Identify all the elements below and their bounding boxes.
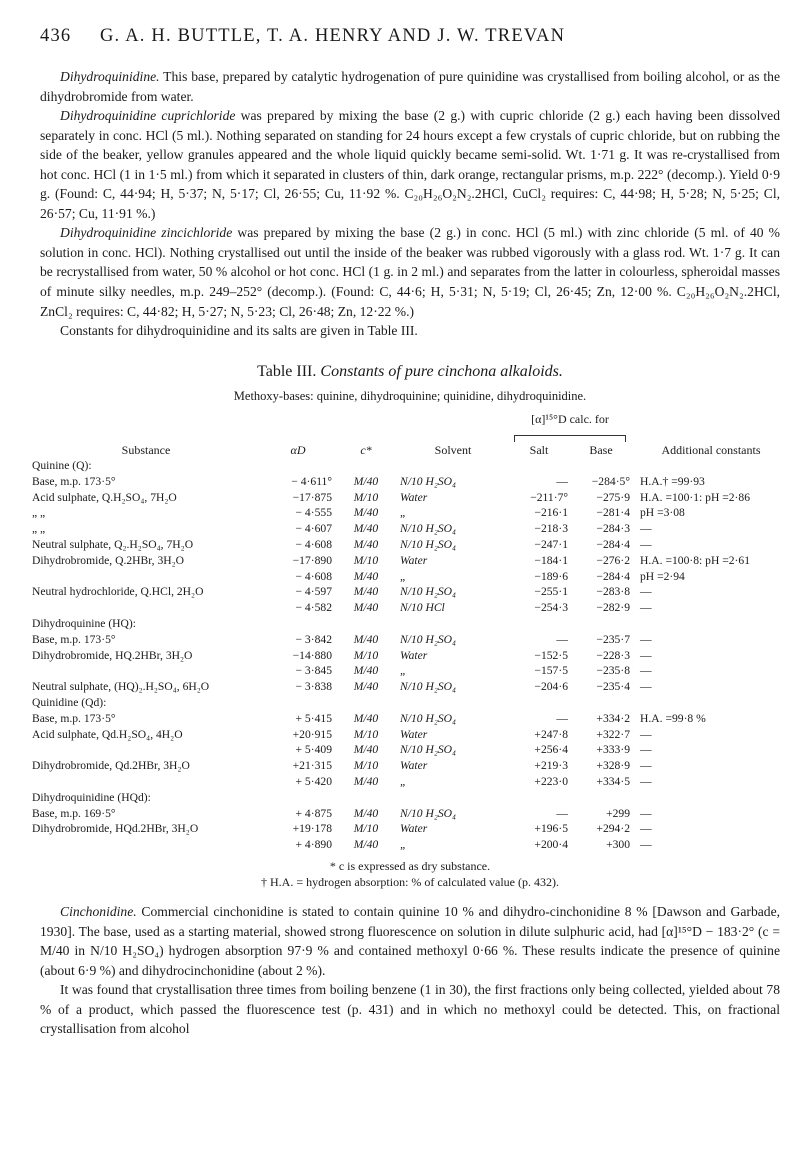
cell-a: + 4·875 bbox=[295, 806, 332, 820]
paragraph bbox=[40, 106, 780, 223]
paragraph-text: was prepared by mixing the base (2 g.) with cupric chloride (2 g.) each having been dissolved separately in conc. HCl (5 ml.). Nothing separated on standing for 24 hours except a few crystals of cupric chloride, but on rubbing the side of the beaker, yellow granules appeared and the whole liquid quickly became semi-solid. Wt. 1·71 g. It was re-crystallised from hot conc. HCl (1 in 1·5 ml.) from which it separated in clusters of thin, dark orange, rectangular prisms, m.p. 222° (decomp.). Yield 0·9 g. (Found: C, 44·94; H, 5·37; N, 5·17; Cl, 26·55; Cu, 11·92 %. C₂₀H₂₆O₂N₂.2HCl, CuCl₂ requires: C, 44·98; H, 5·28; N, 5·25; Cl, 26·57; Cu, 11·91 %.) bbox=[40, 108, 780, 221]
table-title-prefix: Table III. bbox=[257, 362, 317, 380]
table-row bbox=[30, 822, 790, 838]
cell-s: Dihydrobromide, Qd.2HBr, 3H₂O bbox=[32, 759, 190, 773]
cell-c: M/40 bbox=[353, 838, 379, 852]
column-header: Additional constants bbox=[661, 443, 761, 458]
cell-salt: — bbox=[556, 711, 568, 725]
cell-sv: „ bbox=[400, 838, 407, 852]
cell-base: +294·2 bbox=[596, 822, 630, 836]
cell-a: − 4·582 bbox=[295, 601, 332, 615]
column-header: Base bbox=[589, 443, 613, 458]
cell-add: — bbox=[640, 680, 652, 694]
cell-s bbox=[30, 601, 262, 617]
table-row bbox=[30, 664, 790, 680]
cell-base: −235·7 bbox=[596, 632, 630, 646]
cell-base: −283·8 bbox=[596, 585, 630, 599]
table-row bbox=[30, 491, 790, 507]
table-row bbox=[30, 506, 790, 522]
paragraph-lead: Dihydroquinidine cuprichloride bbox=[60, 108, 236, 124]
paragraph-text: was prepared by mixing the base (2 g.) in conc. HCl (5 ml.) with zinc chloride (5 ml. of 40 % solution in conc. HCl). Nothing crystallised out until the inside of the beaker was rubbed vigorously with a glass rod. Wt. 1·7 g. It can be recrystallised from water, 50 % alcohol or hot conc. HCl (1 g. in 2 ml.) and separates from the latter in colourless, spheroidal masses of minute silky needles, m.p. 249–252° (decomp.). (Found: C, 44·6; H, 5·31; N, 5·19; Cl, 26·45; Zn, 12·00 %. C₂₀H₂₆O₂N₂.2HCl, ZnCl₂ requires: C, 44·82; H, 5·27; N, 5·23; Cl, 26·48; Zn, 12·22 %.) bbox=[40, 225, 781, 319]
table-row bbox=[30, 585, 790, 601]
cell-c: M/10 bbox=[353, 553, 379, 567]
cell-s bbox=[30, 775, 262, 791]
paragraph bbox=[40, 902, 780, 980]
cell-base: −275·9 bbox=[596, 490, 630, 504]
cell-sv: N/10 H₂SO₄ bbox=[400, 632, 457, 646]
header-brace bbox=[514, 435, 626, 442]
cell-base: −284·5° bbox=[591, 474, 630, 488]
cell-a: − 4·611° bbox=[291, 474, 332, 488]
cell-add: — bbox=[640, 632, 652, 646]
cell-base: −284·3 bbox=[596, 522, 630, 536]
cell-sv: „ bbox=[400, 664, 407, 678]
paragraph-text: This base, prepared by catalytic hydrogenation of pure quinidine was crystallised from boiling alcohol, or as the dihydrobromide from water. bbox=[40, 69, 780, 104]
cell-a: − 3·838 bbox=[295, 680, 332, 694]
cell-a: − 4·608 bbox=[295, 569, 332, 583]
table-header-calc-row bbox=[30, 412, 790, 428]
table-row bbox=[30, 759, 790, 775]
cell-base: +328·9 bbox=[596, 759, 630, 773]
cell-a: −17·890 bbox=[292, 553, 332, 567]
cell-s: „ „ bbox=[32, 522, 46, 536]
cell-s: Neutral sulphate, (HQ)₂.H₂SO₄, 6H₂O bbox=[32, 680, 210, 694]
cell-add: — bbox=[640, 743, 652, 757]
cell-salt: +196·5 bbox=[534, 822, 568, 836]
cell-c: M/40 bbox=[353, 806, 379, 820]
cell-sv: N/10 H₂SO₄ bbox=[400, 585, 457, 599]
cell-add: — bbox=[640, 774, 652, 788]
page-number: 436 bbox=[40, 26, 72, 46]
cell-add: — bbox=[640, 522, 652, 536]
page bbox=[32, 26, 781, 1039]
cell-base: +300 bbox=[606, 838, 630, 852]
cell-a: + 5·409 bbox=[295, 743, 332, 757]
cell-base: −276·2 bbox=[596, 553, 630, 567]
cell-salt: — bbox=[556, 632, 568, 646]
column-header: Salt bbox=[529, 443, 549, 458]
cell-sv: N/10 HCl bbox=[400, 601, 445, 615]
cell-salt: −204·6 bbox=[534, 680, 568, 694]
cell-a: + 5·420 bbox=[295, 774, 332, 788]
column-header: Solvent bbox=[434, 443, 472, 458]
running-header-authors: G. A. H. BUTTLE, T. A. HENRY AND J. W. TREVAN bbox=[100, 26, 566, 46]
table-group-heading bbox=[30, 696, 790, 712]
group-label: Dihydroquinine (HQ): bbox=[32, 617, 137, 631]
cell-c: M/40 bbox=[353, 522, 379, 536]
cell-a: − 4·597 bbox=[295, 585, 332, 599]
cell-salt: +256·4 bbox=[534, 743, 568, 757]
cell-s: Neutral sulphate, Q₂.H₂SO₄, 7H₂O bbox=[32, 538, 194, 552]
cell-c: M/10 bbox=[353, 490, 379, 504]
table-footnotes bbox=[40, 858, 780, 890]
cell-c: M/40 bbox=[353, 774, 379, 788]
calc-for-header: [α]¹⁵°D calc. for bbox=[531, 411, 609, 426]
cell-c: M/40 bbox=[353, 506, 379, 520]
cell-a: + 5·415 bbox=[295, 711, 332, 725]
cell-c: M/40 bbox=[353, 664, 379, 678]
table-group-heading bbox=[30, 459, 790, 475]
cell-salt: −216·1 bbox=[534, 506, 568, 520]
cell-c: M/40 bbox=[353, 632, 379, 646]
paragraph bbox=[40, 321, 780, 341]
paragraph bbox=[40, 67, 780, 106]
footnote-ha: † H.A. = hydrogen absorption: % of calculated value (p. 432). bbox=[260, 874, 560, 889]
cell-add: pH =3·08 bbox=[640, 506, 685, 520]
table-title bbox=[40, 363, 780, 381]
cell-add: — bbox=[640, 822, 652, 836]
cell-s: Base, m.p. 169·5° bbox=[32, 806, 116, 820]
cell-base: −228·3 bbox=[596, 648, 630, 662]
cell-c: M/40 bbox=[353, 743, 379, 757]
cell-base: +322·7 bbox=[596, 727, 630, 741]
group-label: Dihydroquinidine (HQd): bbox=[32, 790, 151, 804]
cell-a: −14·880 bbox=[292, 648, 332, 662]
cell-s: Acid sulphate, Qd.H₂SO₄, 4H₂O bbox=[32, 727, 183, 741]
cell-sv: N/10 H₂SO₄ bbox=[400, 806, 457, 820]
table-group-heading bbox=[30, 791, 790, 807]
cell-salt: −218·3 bbox=[534, 522, 568, 536]
cell-add: — bbox=[640, 727, 652, 741]
table-row bbox=[30, 775, 790, 791]
cell-c: M/10 bbox=[353, 648, 379, 662]
cell-a: + 4·890 bbox=[295, 838, 332, 852]
cell-s: Base, m.p. 173·5° bbox=[32, 632, 116, 646]
cell-c: M/40 bbox=[353, 680, 379, 694]
cell-sv: Water bbox=[400, 727, 428, 741]
cell-salt: −247·1 bbox=[534, 538, 568, 552]
table-row bbox=[30, 807, 790, 823]
table-group-heading bbox=[30, 617, 790, 633]
cell-salt: −157·5 bbox=[534, 664, 568, 678]
cell-c: M/40 bbox=[353, 474, 379, 488]
group-label: Quinidine (Qd): bbox=[32, 696, 107, 709]
table-row bbox=[30, 649, 790, 665]
paragraph bbox=[40, 223, 780, 321]
cell-a: −17·875 bbox=[292, 490, 332, 504]
cell-add: pH =2·94 bbox=[640, 569, 685, 583]
cell-sv: N/10 H₂SO₄ bbox=[400, 680, 457, 694]
cell-salt: −211·7° bbox=[530, 490, 568, 504]
cell-sv: Water bbox=[400, 490, 428, 504]
paragraph-text: It was found that crystallisation three times from boiling benzene (1 in 30), the first fractions only being collected, yielded about 78 % of a product, which passed the fluorescence test (p. 431) and in which no methoxyl could be detected. This, on fractional crystallisation from alcohol bbox=[40, 982, 780, 1037]
cell-sv: N/10 H₂SO₄ bbox=[400, 522, 457, 536]
table-subtitle: Methoxy-bases: quinine, dihydroquinine; quinidine, dihydroquinidine. bbox=[233, 388, 587, 403]
cell-add: — bbox=[640, 806, 652, 820]
cell-s bbox=[30, 743, 262, 759]
cell-add: — bbox=[640, 538, 652, 552]
cell-add: H.A. =100·1: pH =2·86 bbox=[640, 490, 751, 504]
cell-base: −235·8 bbox=[596, 664, 630, 678]
cell-a: +21·315 bbox=[292, 759, 332, 773]
table-column-headers bbox=[30, 443, 790, 459]
cell-a: − 3·842 bbox=[295, 632, 332, 646]
cell-add: — bbox=[640, 838, 652, 852]
table-header-brace-row bbox=[30, 427, 790, 443]
table-row bbox=[30, 838, 790, 854]
paragraph-lead: Dihydroquinidine. bbox=[60, 69, 160, 84]
cell-c: M/40 bbox=[353, 601, 379, 615]
cell-salt: +223·0 bbox=[534, 774, 568, 788]
cell-sv: N/10 H₂SO₄ bbox=[400, 743, 457, 757]
cell-salt: — bbox=[556, 474, 568, 488]
constants-table bbox=[30, 412, 790, 854]
cell-c: M/10 bbox=[353, 727, 379, 741]
cell-add: H.A. =100·8: pH =2·61 bbox=[640, 553, 751, 567]
paragraph-lead: Dihydroquinidine zincichloride bbox=[60, 225, 233, 241]
col-header-additional-1 bbox=[632, 427, 790, 443]
cell-a: − 4·608 bbox=[295, 538, 332, 552]
table-row bbox=[30, 570, 790, 586]
cell-s: Base, m.p. 173·5° bbox=[32, 711, 116, 725]
cell-base: +334·2 bbox=[596, 711, 630, 725]
cell-sv: „ bbox=[400, 506, 407, 520]
cell-s: Base, m.p. 173·5° bbox=[32, 474, 116, 488]
cell-c: M/40 bbox=[353, 585, 379, 599]
table-title-italic: Constants of pure cinchona alkaloids. bbox=[320, 362, 563, 380]
table-row bbox=[30, 475, 790, 491]
cell-s: Acid sulphate, Q.H₂SO₄, 7H₂O bbox=[32, 490, 177, 504]
cell-sv: Water bbox=[400, 648, 428, 662]
cell-s bbox=[30, 838, 262, 854]
table-row bbox=[30, 601, 790, 617]
paragraph bbox=[40, 980, 780, 1039]
cell-sv: Water bbox=[400, 822, 428, 836]
cell-c: M/40 bbox=[353, 711, 379, 725]
cell-s bbox=[30, 570, 262, 586]
cell-salt: −184·1 bbox=[534, 553, 568, 567]
cell-add: — bbox=[640, 601, 652, 615]
column-header: c* bbox=[360, 443, 372, 458]
cell-base: +333·9 bbox=[596, 743, 630, 757]
cell-salt: +200·4 bbox=[534, 838, 568, 852]
cell-salt: — bbox=[556, 806, 568, 820]
cell-a: − 4·555 bbox=[295, 506, 332, 520]
cell-s: Neutral hydrochloride, Q.HCl, 2H₂O bbox=[32, 585, 204, 599]
body-text-top bbox=[40, 67, 780, 341]
cell-salt: −255·1 bbox=[534, 585, 568, 599]
table-row bbox=[30, 728, 790, 744]
cell-sv: N/10 H₂SO₄ bbox=[400, 538, 457, 552]
cell-base: −282·9 bbox=[596, 601, 630, 615]
table-row bbox=[30, 633, 790, 649]
cell-sv: Water bbox=[400, 759, 428, 773]
table-row bbox=[30, 680, 790, 696]
cell-sv: N/10 H₂SO₄ bbox=[400, 474, 457, 488]
cell-sv: „ bbox=[400, 569, 407, 583]
cell-sv: Water bbox=[400, 553, 428, 567]
cell-salt: −189·6 bbox=[534, 569, 568, 583]
cell-sv: N/10 H₂SO₄ bbox=[400, 711, 457, 725]
cell-c: M/40 bbox=[353, 538, 379, 552]
cell-add: H.A.† =99·93 bbox=[640, 474, 705, 488]
cell-s: Dihydrobromide, HQ.2HBr, 3H₂O bbox=[32, 648, 193, 662]
table-row bbox=[30, 743, 790, 759]
column-header: αD bbox=[290, 443, 306, 458]
table-row bbox=[30, 554, 790, 570]
cell-s: Dihydrobromide, HQd.2HBr, 3H₂O bbox=[32, 822, 199, 836]
cell-add: — bbox=[640, 648, 652, 662]
cell-base: +299 bbox=[606, 806, 630, 820]
table-row bbox=[30, 712, 790, 728]
cell-salt: −254·3 bbox=[534, 601, 568, 615]
cell-add: H.A. =99·8 % bbox=[640, 711, 706, 725]
cell-salt: −152·5 bbox=[534, 648, 568, 662]
cell-base: −235·4 bbox=[596, 680, 630, 694]
column-header: Substance bbox=[121, 443, 171, 458]
cell-salt: +219·3 bbox=[534, 759, 568, 773]
cell-c: M/40 bbox=[353, 569, 379, 583]
table-row bbox=[30, 538, 790, 554]
cell-c: M/10 bbox=[353, 822, 379, 836]
cell-base: −281·4 bbox=[596, 506, 630, 520]
cell-a: +19·178 bbox=[292, 822, 332, 836]
cell-a: +20·915 bbox=[292, 727, 332, 741]
cell-base: −284·4 bbox=[596, 538, 630, 552]
group-label: Quinine (Q): bbox=[32, 459, 92, 473]
paragraph-text: Constants for dihydroquinidine and its salts are given in Table III. bbox=[60, 323, 418, 339]
cell-add: — bbox=[640, 585, 652, 599]
running-header bbox=[40, 26, 780, 47]
table-row bbox=[30, 522, 790, 538]
cell-salt: +247·8 bbox=[534, 727, 568, 741]
cell-base: −284·4 bbox=[596, 569, 630, 583]
cell-base: +334·5 bbox=[596, 774, 630, 788]
cell-sv: „ bbox=[400, 774, 407, 788]
paragraph-lead: Cinchonidine. bbox=[60, 903, 137, 919]
cell-a: − 3·845 bbox=[295, 664, 332, 678]
cell-add: — bbox=[640, 664, 652, 678]
cell-c: M/10 bbox=[353, 759, 379, 773]
cell-s: „ „ bbox=[32, 506, 46, 520]
cell-s bbox=[30, 664, 262, 680]
cell-a: − 4·607 bbox=[295, 522, 332, 536]
cell-add: — bbox=[640, 759, 652, 773]
body-text-bottom bbox=[40, 902, 780, 1039]
cell-s: Dihydrobromide, Q.2HBr, 3H₂O bbox=[32, 553, 185, 567]
paragraph-text: Commercial cinchonidine is stated to contain quinine 10 % and dihydro-cinchonidine 8 % [Dawson and Garbade, 1930]. The base, used as a starting material, showed strong fluorescence on solution in dilute sulphuric acid, had [α]¹⁵°D − 183·2° (c = M/40 in N/10 H₂SO₄) hydrogen absorption 97·9 % and contained methoxyl 0·66 %. These results indicate the presence of quinine (about 6·9 %) and dihydrocinchonidine (about 2 %). bbox=[40, 903, 780, 978]
footnote-c: * c is expressed as dry substance. bbox=[329, 858, 491, 873]
